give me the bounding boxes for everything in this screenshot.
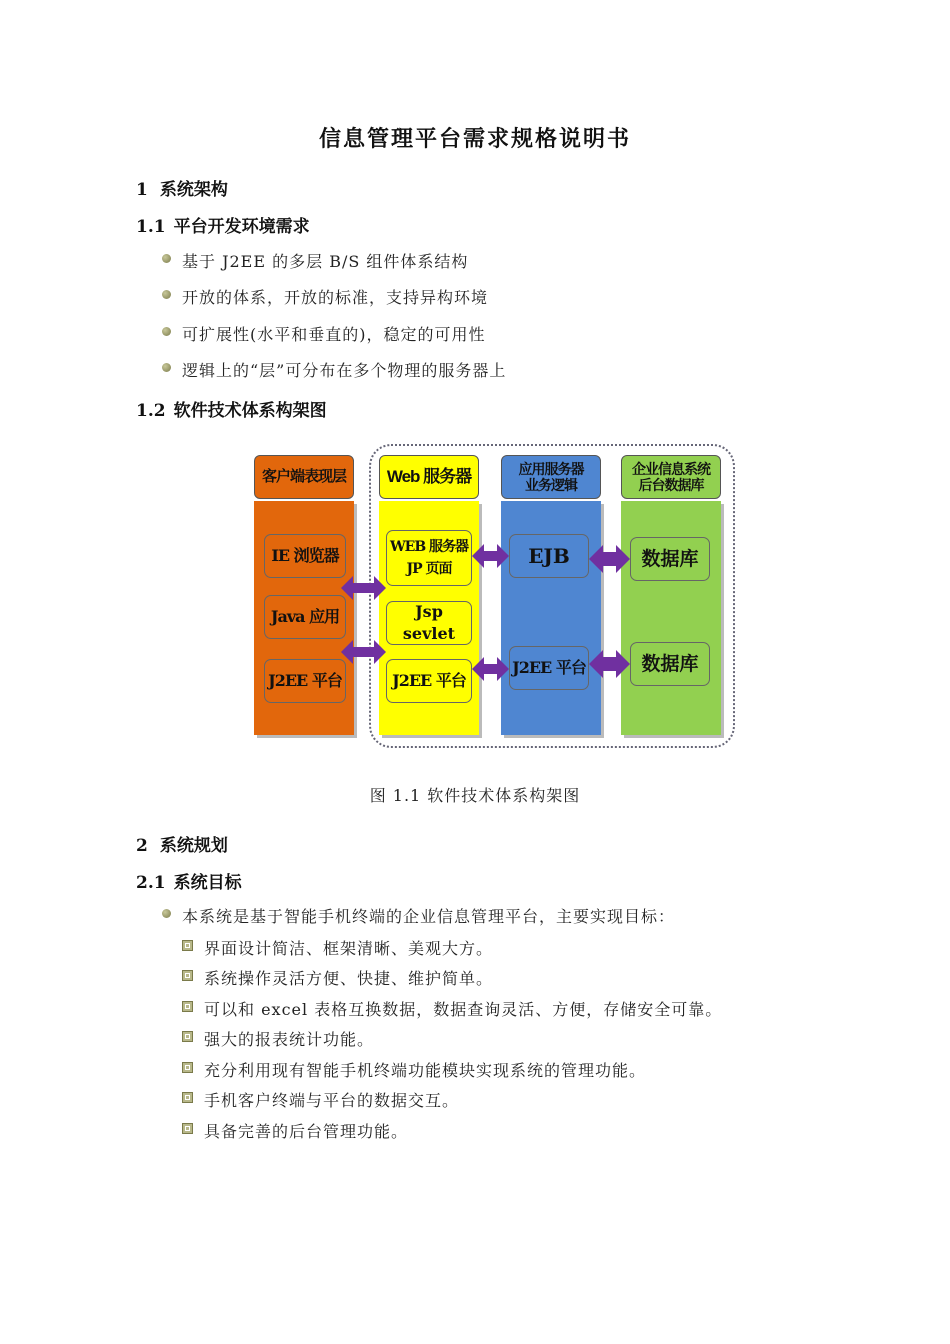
list-item xyxy=(182,966,493,989)
square-bullet-icon xyxy=(182,1092,193,1103)
list-item-text: 界面设计简洁、框架清晰、美观大方。 xyxy=(204,939,494,958)
section-heading-2-1 xyxy=(136,868,242,893)
list-item xyxy=(182,997,722,1020)
header-enterprise-db: 企业信息系统 后台数据库 xyxy=(621,455,721,499)
list-item-text: 可以和 excel 表格互换数据，数据查询灵活、方便，存储安全可靠。 xyxy=(204,1000,723,1019)
list-item-text: 开放的体系，开放的标准，支持异构环境 xyxy=(182,288,489,307)
list-item xyxy=(182,936,493,959)
square-bullet-icon xyxy=(182,1001,193,1012)
list-item-text: 系统操作灵活方便、快捷、维护简单。 xyxy=(204,969,494,988)
figure-caption: 图 1.1 软件技术体系构架图 xyxy=(369,786,581,805)
section-number: 1.2 xyxy=(136,401,166,421)
section-number: 1 xyxy=(136,180,148,200)
bullet-icon xyxy=(162,909,171,918)
section-number: 2.1 xyxy=(136,873,166,893)
jsp-servlet-box: Jsp sevlet xyxy=(386,601,472,645)
list-item xyxy=(182,1027,374,1050)
section-title: 系统目标 xyxy=(173,873,242,893)
list-item-text: 逻辑上的“层”可分布在多个物理的服务器上 xyxy=(182,361,507,380)
header-client-layer: 客户端表现层 xyxy=(254,455,354,499)
goal-intro-text: 本系统是基于智能手机终端的企业信息管理平台，主要实现目标： xyxy=(182,907,676,926)
square-bullet-icon xyxy=(182,1031,193,1042)
section-title: 系统规划 xyxy=(159,836,228,856)
square-bullet-icon xyxy=(182,1062,193,1073)
ie-browser-box: IE 浏览器 xyxy=(264,534,346,578)
list-item-text: 强大的报表统计功能。 xyxy=(204,1030,375,1049)
square-bullet-icon xyxy=(182,1123,193,1134)
double-arrow-icon xyxy=(589,650,630,678)
double-arrow-icon xyxy=(472,544,509,568)
double-arrow-icon xyxy=(341,576,386,600)
double-arrow-icon xyxy=(341,640,386,664)
double-arrow-icon xyxy=(589,545,630,573)
header-web-server: Web 服务器 xyxy=(379,455,479,499)
double-arrow-icon xyxy=(472,657,509,681)
list-item-text: 基于 J2EE 的多层 B/S 组件体系结构 xyxy=(182,252,469,271)
section-heading-2 xyxy=(136,831,228,856)
section-title: 系统架构 xyxy=(159,180,228,200)
app-j2ee-box: J2EE 平台 xyxy=(509,646,589,690)
ejb-box: EJB xyxy=(509,534,589,578)
client-j2ee-box: J2EE 平台 xyxy=(264,659,346,703)
header-app-server: 应用服务器 业务逻辑 xyxy=(501,455,601,499)
section-number: 1.1 xyxy=(136,217,166,237)
document-title: 信息管理平台需求规格说明书 xyxy=(318,126,631,152)
web-server-jsp-box: WEB 服务器 JP 页面 xyxy=(386,530,472,586)
web-j2ee-box: J2EE 平台 xyxy=(386,659,472,703)
database-box: 数据库 xyxy=(630,537,710,581)
section-title: 平台开发环境需求 xyxy=(173,217,310,237)
goal-intro xyxy=(160,904,675,927)
square-bullet-icon xyxy=(182,940,193,951)
square-bullet-icon xyxy=(182,970,193,981)
list-item xyxy=(182,1088,459,1111)
list-item-text: 手机客户终端与平台的数据交互。 xyxy=(204,1091,460,1110)
section-title: 软件技术体系构架图 xyxy=(173,401,327,421)
list-item-text: 充分利用现有智能手机终端功能模块实现系统的管理功能。 xyxy=(204,1061,647,1080)
database-box: 数据库 xyxy=(630,642,710,686)
java-app-box: Java 应用 xyxy=(264,595,346,639)
list-item-text: 具备完善的后台管理功能。 xyxy=(204,1122,409,1141)
list-item xyxy=(182,1119,408,1142)
list-item-text: 可扩展性(水平和垂直的)，稳定的可用性 xyxy=(182,325,486,344)
list-item xyxy=(182,1058,646,1081)
section-number: 2 xyxy=(136,836,148,856)
